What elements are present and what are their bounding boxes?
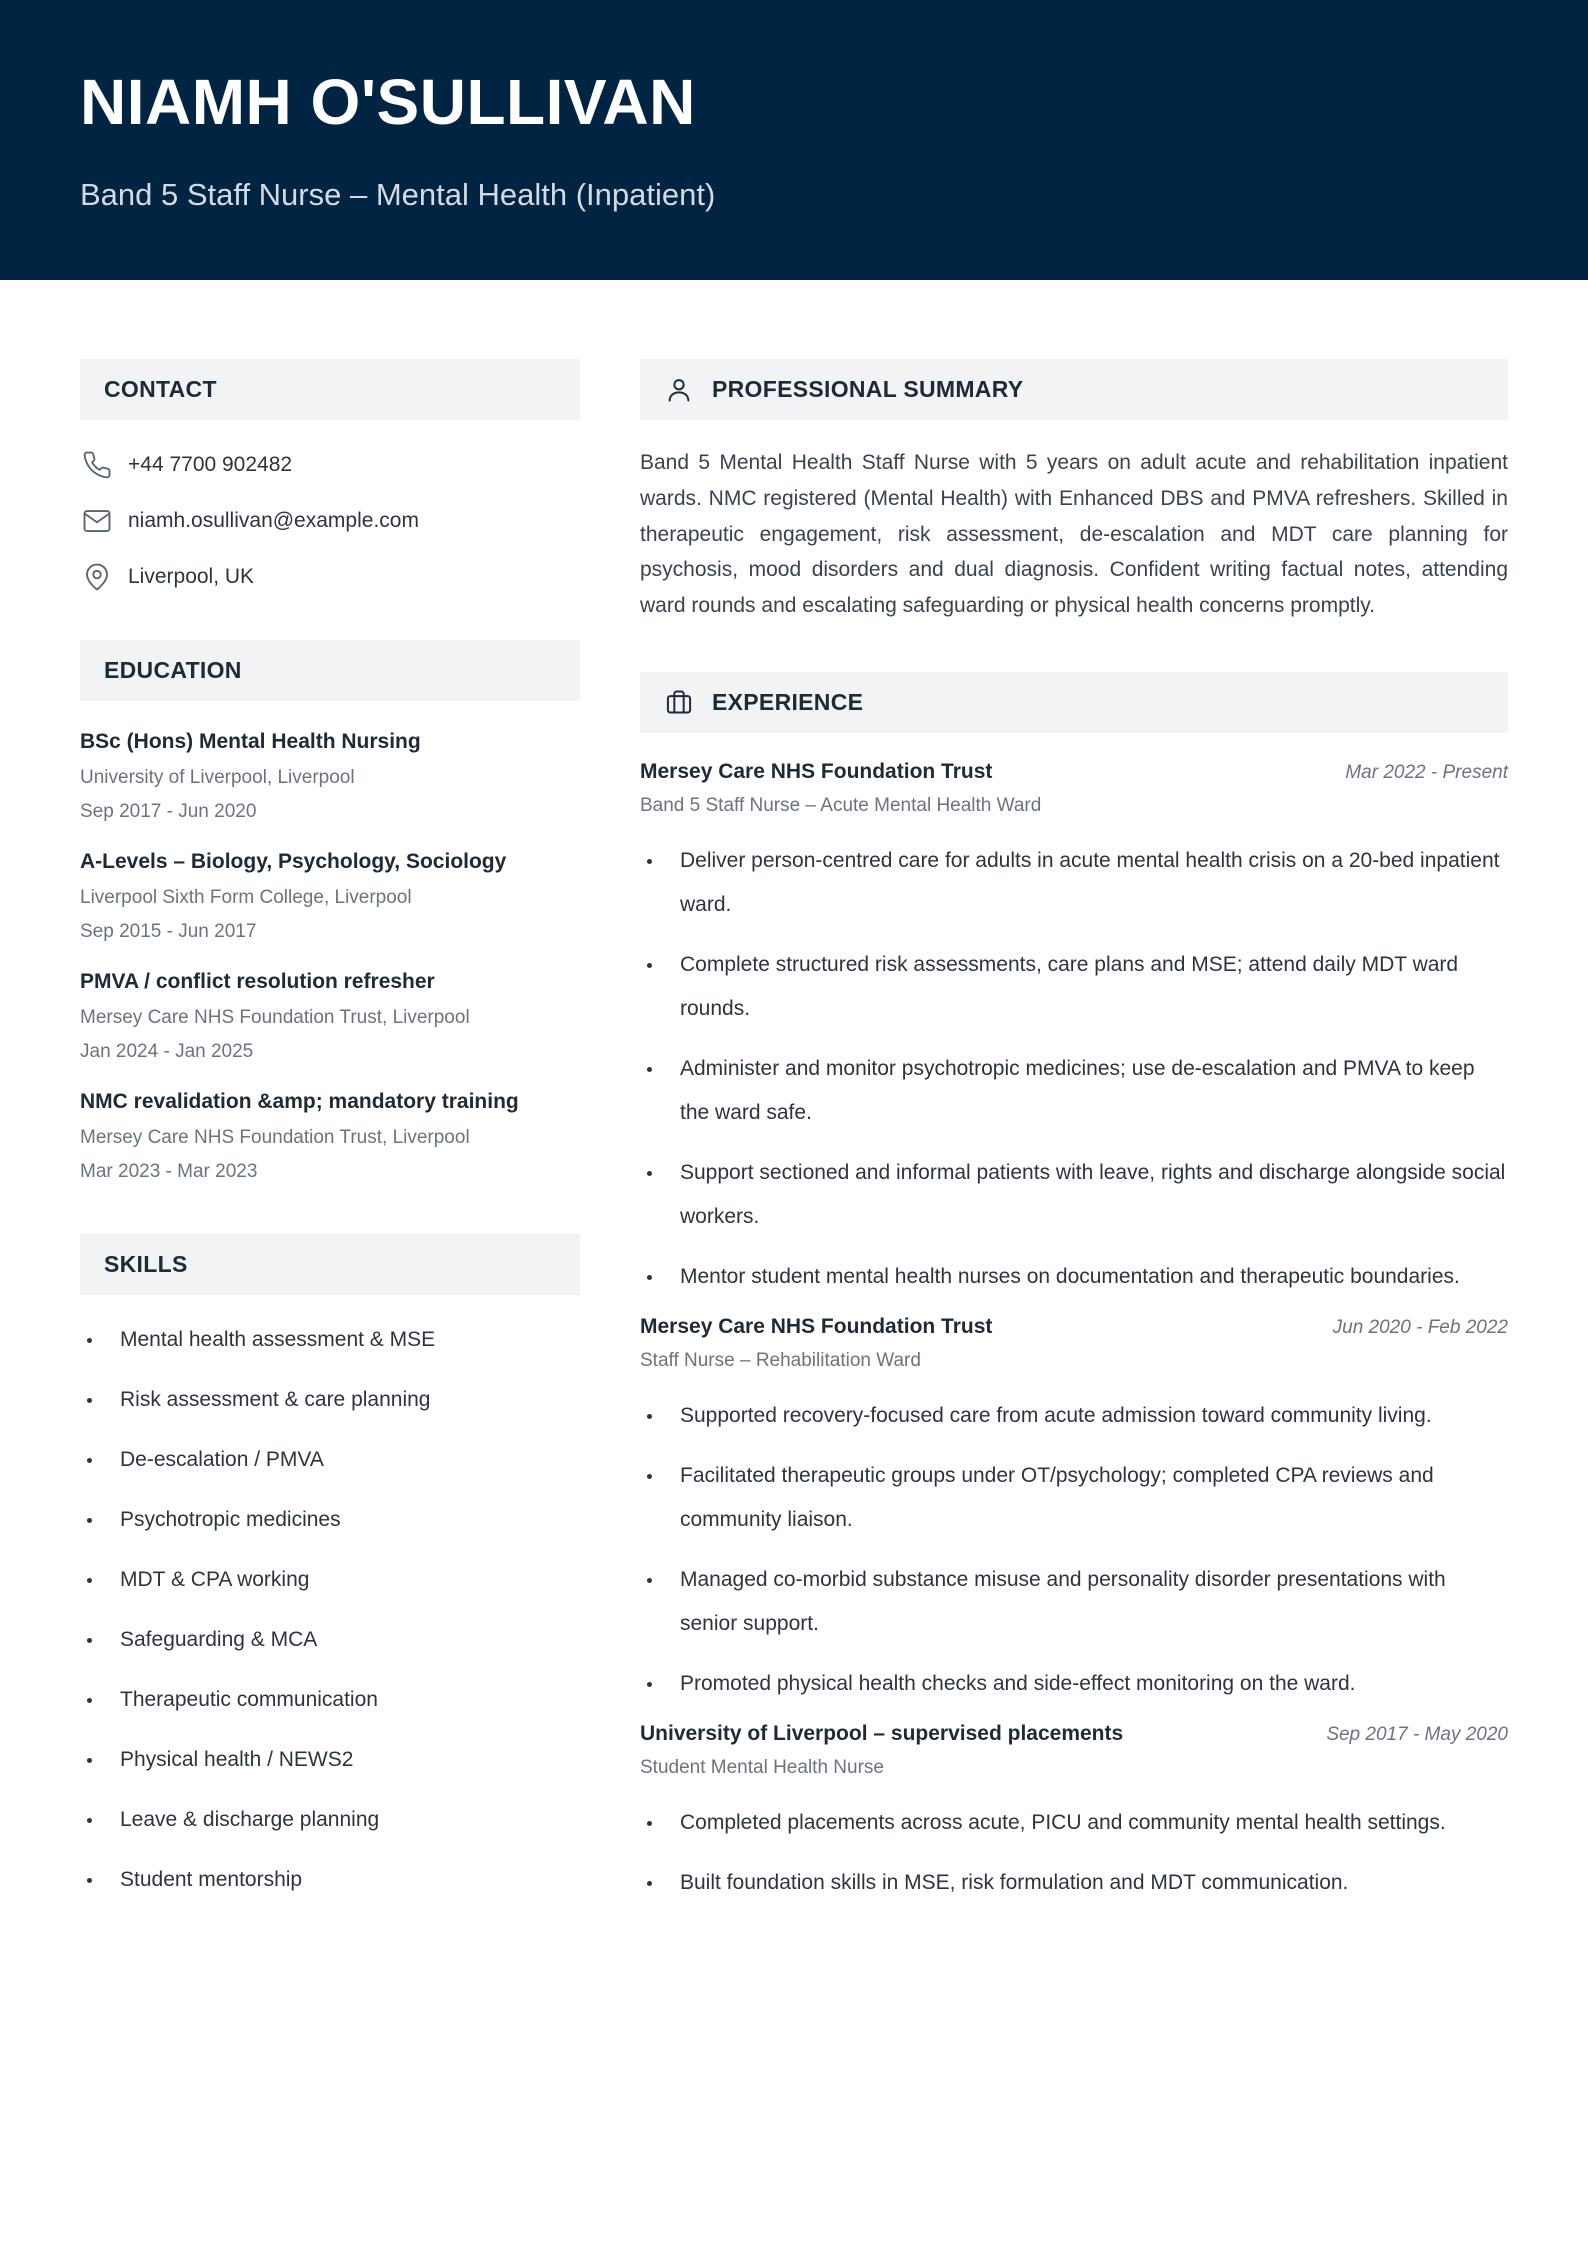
experience-heading-label: EXPERIENCE	[712, 688, 864, 715]
phone-icon	[80, 448, 114, 482]
skill-item: Physical health / NEWS2	[80, 1746, 580, 1806]
contact-email[interactable]: niamh.osullivan@example.com	[128, 509, 419, 532]
education-title: A-Levels – Biology, Psychology, Sociology	[80, 849, 507, 873]
education-institution: Mersey Care NHS Foundation Trust, Liverpool	[80, 1007, 470, 1029]
skill-item: MDT & CPA working	[80, 1566, 580, 1626]
job-bullet: Managed co-morbid substance misuse and personality disorder presentations with senior support.	[640, 1558, 1508, 1646]
skill-item: Student mentorship	[80, 1866, 580, 1926]
job-bullets	[640, 839, 1508, 1299]
contact-phone-row	[80, 437, 580, 493]
job-organization: Mersey Care NHS Foundation Trust	[640, 759, 993, 783]
skills-heading	[80, 1234, 580, 1295]
skills-heading-label: SKILLS	[104, 1250, 188, 1277]
resume-header	[0, 0, 1588, 280]
education-item	[80, 728, 580, 824]
education-heading-label: EDUCATION	[104, 657, 242, 683]
job-dates: Sep 2017 - May 2020	[1326, 1723, 1508, 1745]
job-bullets	[640, 1394, 1508, 1706]
skill-item: Risk assessment & care planning	[80, 1386, 580, 1446]
education-dates: Jan 2024 - Jan 2025	[80, 1040, 254, 1062]
education-dates: Sep 2015 - Jun 2017	[80, 920, 257, 942]
contact-email-row	[80, 493, 580, 549]
job-bullets	[640, 1801, 1508, 1905]
education-heading	[80, 640, 580, 701]
education-institution: University of Liverpool, Liverpool	[80, 767, 355, 789]
education-title: PMVA / conflict resolution refresher	[80, 969, 435, 993]
skill-item: Mental health assessment & MSE	[80, 1326, 580, 1386]
contact-list	[80, 437, 580, 605]
education-dates: Mar 2023 - Mar 2023	[80, 1160, 258, 1182]
job-bullet: Deliver person-centred care for adults in acute mental health crisis on a 20-bed inpatient ward.	[640, 839, 1508, 927]
job-entry	[640, 760, 1508, 1299]
mail-icon	[80, 504, 114, 538]
skill-item: Safeguarding & MCA	[80, 1626, 580, 1686]
job-bullet: Complete structured risk assessments, care plans and MSE; attend daily MDT ward rounds.	[640, 943, 1508, 1031]
skill-item: De-escalation / PMVA	[80, 1446, 580, 1506]
education-dates: Sep 2017 - Jun 2020	[80, 801, 257, 823]
location-pin-icon	[80, 560, 114, 594]
job-header	[640, 760, 1508, 784]
job-bullet: Promoted physical health checks and side-effect monitoring on the ward.	[640, 1662, 1508, 1706]
job-header	[640, 1722, 1508, 1746]
job-bullet: Built foundation skills in MSE, risk formulation and MDT communication.	[640, 1861, 1508, 1905]
contact-heading-label: CONTACT	[104, 376, 217, 402]
education-title: NMC revalidation &amp; mandatory training	[80, 1089, 519, 1113]
education-title: BSc (Hons) Mental Health Nursing	[80, 730, 421, 753]
education-institution: Liverpool Sixth Form College, Liverpool	[80, 887, 412, 909]
summary-heading	[640, 359, 1508, 420]
education-list	[80, 728, 580, 1184]
skill-item: Leave & discharge planning	[80, 1806, 580, 1866]
skill-item: Psychotropic medicines	[80, 1506, 580, 1566]
skill-item: Therapeutic communication	[80, 1686, 580, 1746]
job-bullet: Supported recovery-focused care from acute admission toward community living.	[640, 1394, 1508, 1438]
education-item	[80, 968, 580, 1064]
job-entry	[640, 1722, 1508, 1905]
job-dates: Mar 2022 - Present	[1345, 761, 1508, 783]
candidate-role: Band 5 Staff Nurse – Mental Health (Inpatient)	[80, 177, 716, 212]
right-column	[640, 359, 1508, 1921]
left-column	[80, 359, 580, 1926]
job-dates: Jun 2020 - Feb 2022	[1332, 1316, 1508, 1338]
experience-heading	[640, 672, 1508, 733]
summary-heading-label: PROFESSIONAL SUMMARY	[712, 376, 1024, 402]
job-organization: Mersey Care NHS Foundation Trust	[640, 1314, 993, 1338]
education-item	[80, 1088, 580, 1184]
job-role: Staff Nurse – Rehabilitation Ward	[640, 1349, 921, 1371]
job-bullet: Administer and monitor psychotropic medicines; use de-escalation and PMVA to keep the ward safe.	[640, 1047, 1508, 1135]
job-bullet: Mentor student mental health nurses on documentation and therapeutic boundaries.	[640, 1255, 1508, 1299]
skills-list	[80, 1326, 580, 1926]
briefcase-icon	[664, 687, 694, 717]
job-header	[640, 1315, 1508, 1339]
contact-location: Liverpool, UK	[128, 565, 255, 588]
job-role: Student Mental Health Nurse	[640, 1756, 884, 1778]
job-bullet: Facilitated therapeutic groups under OT/psychology; completed CPA reviews and community liaison.	[640, 1454, 1508, 1542]
summary-text: Band 5 Mental Health Staff Nurse with 5 years on adult acute and rehabilitation inpatient wards. NMC registered (Mental Health) with Enhanced DBS and PMVA refreshers. Skilled in therapeutic engagement, risk assessment, de-escalation and MDT care planning for psychosis, mood disorders and dual diagnosis. Confident writing factual notes, attending ward rounds and escalating safeguarding or physical health concerns promptly.	[640, 451, 1508, 618]
education-item	[80, 848, 580, 944]
contact-phone[interactable]: +44 7700 902482	[128, 453, 293, 476]
contact-location-row	[80, 549, 580, 605]
job-bullet: Support sectioned and informal patients with leave, rights and discharge alongside social workers.	[640, 1151, 1508, 1239]
job-role: Band 5 Staff Nurse – Acute Mental Health Ward	[640, 794, 1042, 816]
candidate-name: NIAMH O'SULLIVAN	[80, 66, 696, 138]
contact-heading	[80, 359, 580, 420]
job-organization: University of Liverpool – supervised placements	[640, 1721, 1124, 1745]
person-icon	[664, 375, 694, 405]
education-institution: Mersey Care NHS Foundation Trust, Liverpool	[80, 1126, 470, 1148]
job-entry	[640, 1315, 1508, 1706]
job-bullet: Completed placements across acute, PICU and community mental health settings.	[640, 1801, 1508, 1845]
